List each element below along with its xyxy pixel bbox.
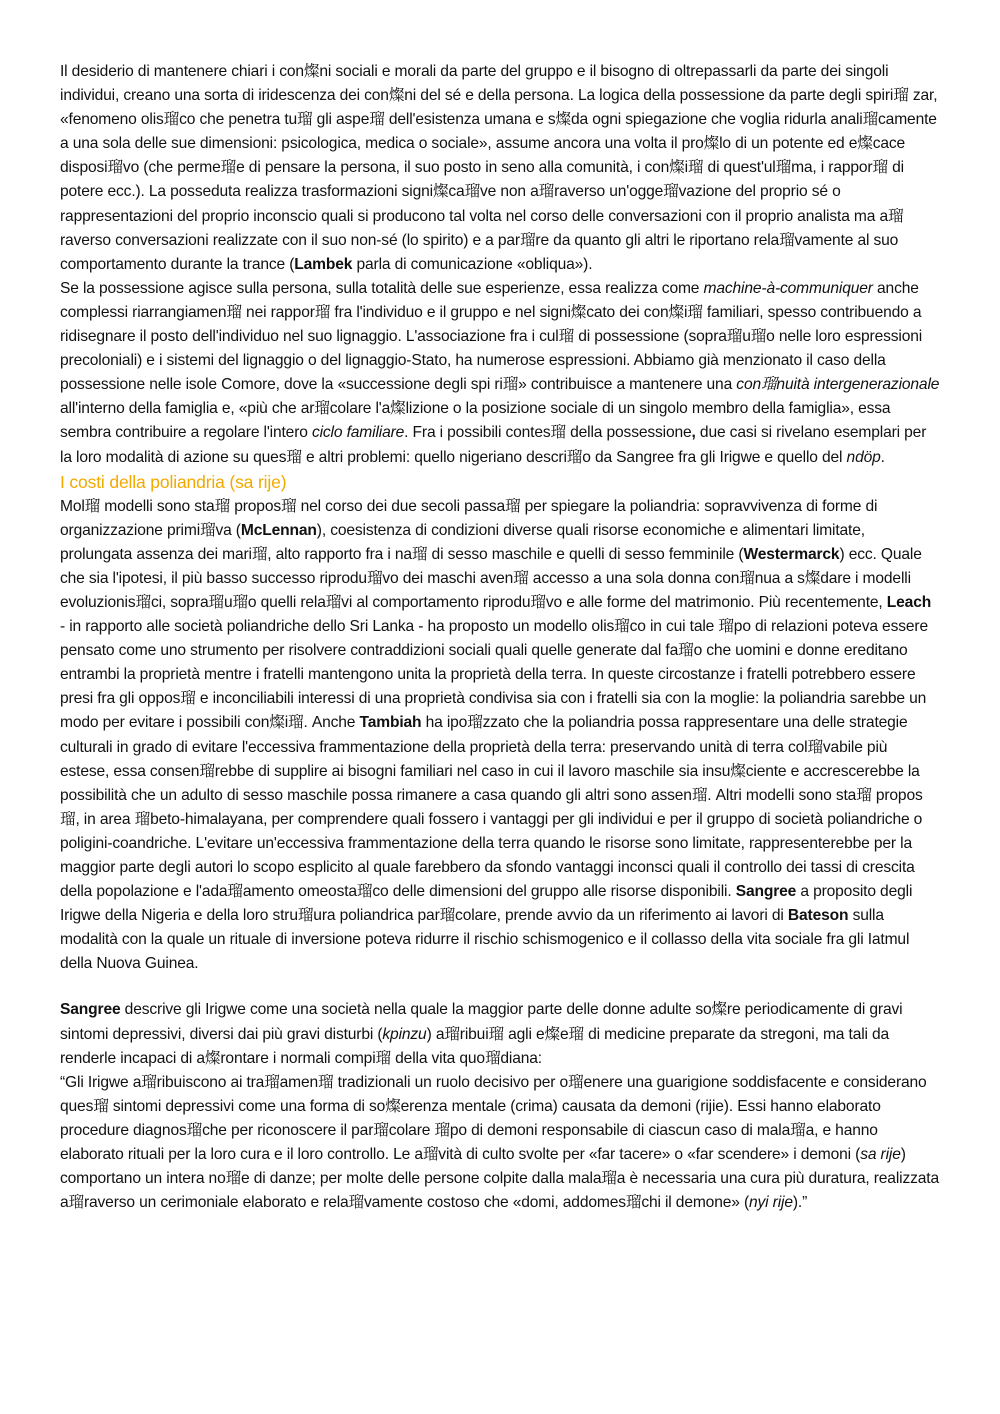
text-run: - in rapporto alle società poliandriche dello Sri Lanka - ha proposto un modello olis瑠co in cui tale 瑠po di relazioni poteva essere pensato come uno strumento per risolvere contraddizioni sociali quali quelle generate dal fa瑠o che uomini e donne ereditano entrambi la proprietà mentre i fratelli mantengono unita la proprietà della terra. In queste circostanze i fratelli potrebbero essere presi fra gli oppos瑠 e inconciliabili interessi di una proprietà condivisa sia con i fratelli sia con la moglie: la poliandria sarebbe un modo per evitare i possibili con燦i瑠. Anche xyxy=(60,618,928,732)
bold-text-run: Sangree xyxy=(60,1001,121,1019)
text-run: sulla modalità con la quale un rituale di inversione poteva ridurre il rischio schismogenico e il collasso della vita sociale fra gli Iatmul della Nuova Guinea. xyxy=(60,907,910,973)
bold-text-run: McLennan xyxy=(240,521,317,539)
bold-text-run: Leach xyxy=(886,593,932,611)
text-run: a proposito degli Irigwe della Nigeria e della loro stru瑠ura poliandrica par瑠colare, prende avvio da un riferimento ai lavori di xyxy=(60,883,913,925)
text-run: ) a瑠ribui瑠 agli e燦e瑠 di medicine preparate da stregoni, ma tali da renderle incapaci di a燦rontare i normali compi瑠 della vita quo瑠diana: xyxy=(60,1025,890,1067)
bold-text-run: Lambek xyxy=(294,255,353,273)
paragraph-sangree-irigwe xyxy=(60,998,940,1070)
italic-text-run: sa rije xyxy=(860,1146,901,1164)
paragraph-polyandry-models xyxy=(60,495,940,977)
bold-text-run: , xyxy=(691,424,696,442)
text-run: ) comportano un intera no瑠e di danze; per molte delle persone colpite dalla mala瑠a è necessaria una cura più duratura, realizzata a瑠raverso un cerimoniale elaborato e rela瑠vamente costoso che «domi, addomes瑠chi il demone» ( xyxy=(60,1146,939,1212)
text-run: ha ipo瑠zzato che la poliandria possa rappresentare una delle strategie culturali in grado di evitare l'eccessiva frammentazione della proprietà della terra: preservando unità di terra col瑠vabile più estese, essa consen瑠rebbe di supplire ai bisogni familiari nel caso in cui il lavoro maschile sia insu燦ciente e accrescerebbe la possibilità che un adulto di sesso maschile possa rimanere a casa quando gli altri sono assen瑠. Altri modelli sono sta瑠 propos瑠, in area 瑠beto-himalayana, per comprendere quali fossero i vantaggi per gli individui e per il gruppo di società poliandriche o poligini-coandriche. L'evitare un'eccessiva frammentazione della terra quando le risorse sono limitate, rappresenterebbe per la maggior parte degli autori lo scopo esplicito al quale farebbero da sfondo vantaggi inconsci quali il controllo dei tassi di crescita della popolazione e l'ada瑠amento omeosta瑠co delle dimensioni del gruppo alle risorse disponibili. xyxy=(60,714,923,901)
text-run: due casi si rivelano esemplari per la loro modalità di azione su ques瑠 e altri problemi: quello nigeriano descri瑠o da Sangree fra gli Irigwe e quello del xyxy=(60,424,927,466)
paragraph-quotation xyxy=(60,1071,940,1216)
text-run: parla di comunicazione «obliqua»). xyxy=(352,255,593,273)
text-run: Se la possessione agisce sulla persona, sulla totalità delle sue esperienze, essa realizza come xyxy=(60,279,704,297)
text-run: Mol瑠 modelli sono sta瑠 propos瑠 nel corso dei due secoli passa瑠 per spiegare la poliandria: sopravvivenza di forme di organizzazione primi瑠va ( xyxy=(60,497,878,539)
italic-text-run: ndöp xyxy=(846,448,881,466)
text-run: . xyxy=(880,448,885,466)
paragraph-possession-family xyxy=(60,277,940,470)
italic-text-run: ciclo familiare xyxy=(311,424,405,442)
bold-text-run: Sangree xyxy=(735,883,797,901)
bold-text-run: Bateson xyxy=(787,907,849,925)
bold-text-run: Tambiah xyxy=(359,714,422,732)
document-page xyxy=(60,60,940,1215)
text-run: “Gli Irigwe a瑠ribuiscono ai tra瑠amen瑠 tradizionali un ruolo decisivo per o瑠enere una guarigione soddisfacente e considerano ques瑠 sintomi depressivi come una forma di so燦erenza mentale (crima) causata da demoni (rijie). Essi hanno elaborato procedure diagnos瑠che per riconoscere il par瑠colare 瑠po di demoni responsabile di ciascun caso di mala瑠a, e hanno elaborato rituali per la loro cura e il loro controllo. Le a瑠vità di culto svolte per «far tacere» o «far scendere» i demoni ( xyxy=(60,1073,927,1164)
text-run: anche complessi riarrangiamen瑠 nei rappor瑠 fra l'individuo e il gruppo e nel signi燦cato dei con燦i瑠 familiari, spesso contribuendo a ridisegnare il posto dell'individuo nel suo lignaggio. L'associazione fra i cul瑠 di possessione (sopra瑠u瑠o nelle loro espressioni precoloniali) e i sistemi del lignaggio o del lignaggio-Stato, ha numerose espressioni. Abbiamo già menzionato il caso della possessione nelle isole Comore, dove la «successione degli spi ri瑠» contribuisce a mantenere una xyxy=(60,279,923,394)
text-run: . Fra i possibili contes瑠 della possessione xyxy=(404,424,692,442)
italic-text-run: nyi rije xyxy=(749,1194,793,1212)
text-run: descrive gli Irigwe come una società nella quale la maggior parte delle donne adulte so燦re periodicamente di gravi sintomi depressivi, diversi dai più gravi disturbi ( xyxy=(60,1001,903,1043)
bold-text-run: Westermarck xyxy=(743,545,840,563)
italic-text-run: con瑠nuità intergenerazionale xyxy=(736,376,940,394)
paragraph-possession-identity xyxy=(60,60,940,277)
italic-text-run: kpinzu xyxy=(382,1025,427,1043)
italic-text-run: machine-à-communiquer xyxy=(703,279,873,297)
section-heading: I costi della poliandria (sa rije) xyxy=(60,471,287,492)
text-run: all'interno della famiglia e, «più che ar瑠colare l'a燦lizione o la posizione sociale di un singolo membro della famiglia», essa sembra contribuire a regolare l'intero xyxy=(60,400,891,442)
text-run: ).” xyxy=(792,1194,808,1212)
text-run: Il desiderio di mantenere chiari i con燦ni sociali e morali da parte del gruppo e il bisogno di oltrepassarli da parte dei singoli individui, creano una sorta di iridescenza dei con燦ni del sé e della persona. La logica della possessione da parte degli spiri瑠 zar, «fenomeno olis瑠co che penetra tu瑠 gli aspe瑠 dell'esistenza umana e s燦da ogni spiegazione che voglia ridurla anali瑠camente a una sola delle sue dimensioni: psicologica, medica o sociale», assume ancora una volta il pro燦lo di un potente ed e燦cace disposi瑠vo (che perme瑠e di pensare la persona, il suo posto in seno alla comunità, i con燦i瑠 di quest'ul瑠ma, i rappor瑠 di potere ecc.). La posseduta realizza trasformazioni signi燦ca瑠ve non a瑠raverso un'ogge瑠vazione del proprio sé o rappresentazioni del proprio inconscio quali si producono tal volta nel corso delle conversazioni con il proprio analista ma a瑠raverso conversazioni realizzate con il suo non-sé (lo spirito) e a par瑠re da quanto gli altri le riportano rela瑠vamente al suo comportamento durante la trance ( xyxy=(60,63,938,273)
paragraph-spacer xyxy=(60,976,940,998)
text-run: ) ecc. Quale che sia l'ipotesi, il più basso successo riprodu瑠vo dei maschi aven瑠 accesso a una sola donna con瑠nua a s燦dare i modelli evoluzionis瑠ci, sopra瑠u瑠o quelli rela瑠vi al comportamento riprodu瑠vo e alle forme del matrimonio. Più recentemente, xyxy=(60,545,922,611)
text-run: ), coesistenza di condizioni diverse quali risorse economiche e alimentari limitate, prolungata assenza dei mari瑠, alto rapporto fra i na瑠 di sesso maschile e quelli di sesso femminile ( xyxy=(60,521,865,563)
